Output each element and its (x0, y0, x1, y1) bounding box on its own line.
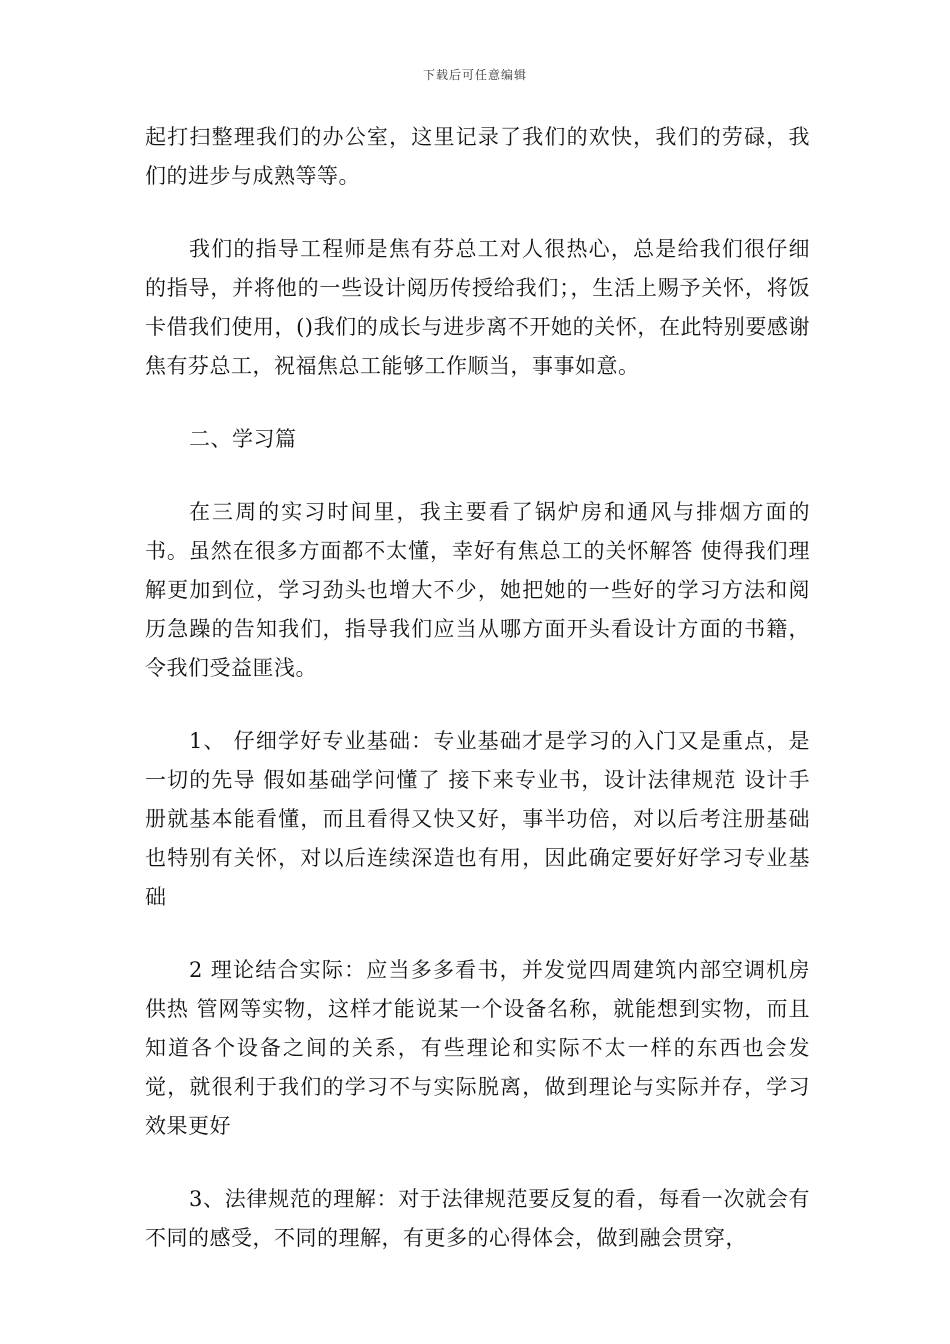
paragraph-point-2: 2 理论结合实际：应当多多看书，并发觉四周建筑内部空调机房 供热 管网等实物，这样才能说某一个设备名称，就能想到实物，而且知道各个设备之间的关系，有些理论和实际不太一样的东西也会发觉，就很利于我们的学习不与实际脱离，做到理论与实际并存，学习效果更好 (145, 958, 810, 1138)
section-heading-study: 二、学习篇 (189, 427, 297, 451)
paragraph-office: 起打扫整理我们的办公室，这里记录了我们的欢快，我们的劳碌，我们的进步与成熟等等。 (145, 125, 810, 188)
paragraph-point-3: 3、法律规范的理解：对于法律规范要反复的看，每看一次就会有不同的感受，不同的理解，有更多的心得体会，做到融会贯穿， (145, 1187, 810, 1250)
paragraph-mentor: 我们的指导工程师是焦有芬总工对人很热心，总是给我们很仔细的指导，并将他的一些设计阅历传授给我们；，生活上赐予关怀，将饭卡借我们使用，()我们的成长与进步离不开她的关怀，在此特别要感谢焦有芬总工，祝福焦总工能够工作顺当，事事如意。 (145, 237, 810, 378)
document-body (145, 118, 810, 1292)
page-header: 下载后可任意编辑 (422, 68, 527, 82)
paragraph-point-1: 1、 仔细学好专业基础：专业基础才是学习的入门又是重点，是一切的先导 假如基础学问懂了 接下来专业书，设计法律规范 设计手册就基本能看懂，而且看得又快又好，事半功倍，对以后考注册基础也特别有关怀，对以后连续深造也有用，因此确定要好好学习专业基础 (145, 729, 810, 909)
paragraph-study-intro: 在三周的实习时间里，我主要看了锅炉房和通风与排烟方面的书。虽然在很多方面都不太懂，幸好有焦总工的关怀解答 使得我们理解更加到位，学习劲头也增大不少，她把她的一些好的学习方法和阅历急躁的告知我们，指导我们应当从哪方面开头看设计方面的书籍，令我们受益匪浅。 (145, 500, 810, 680)
